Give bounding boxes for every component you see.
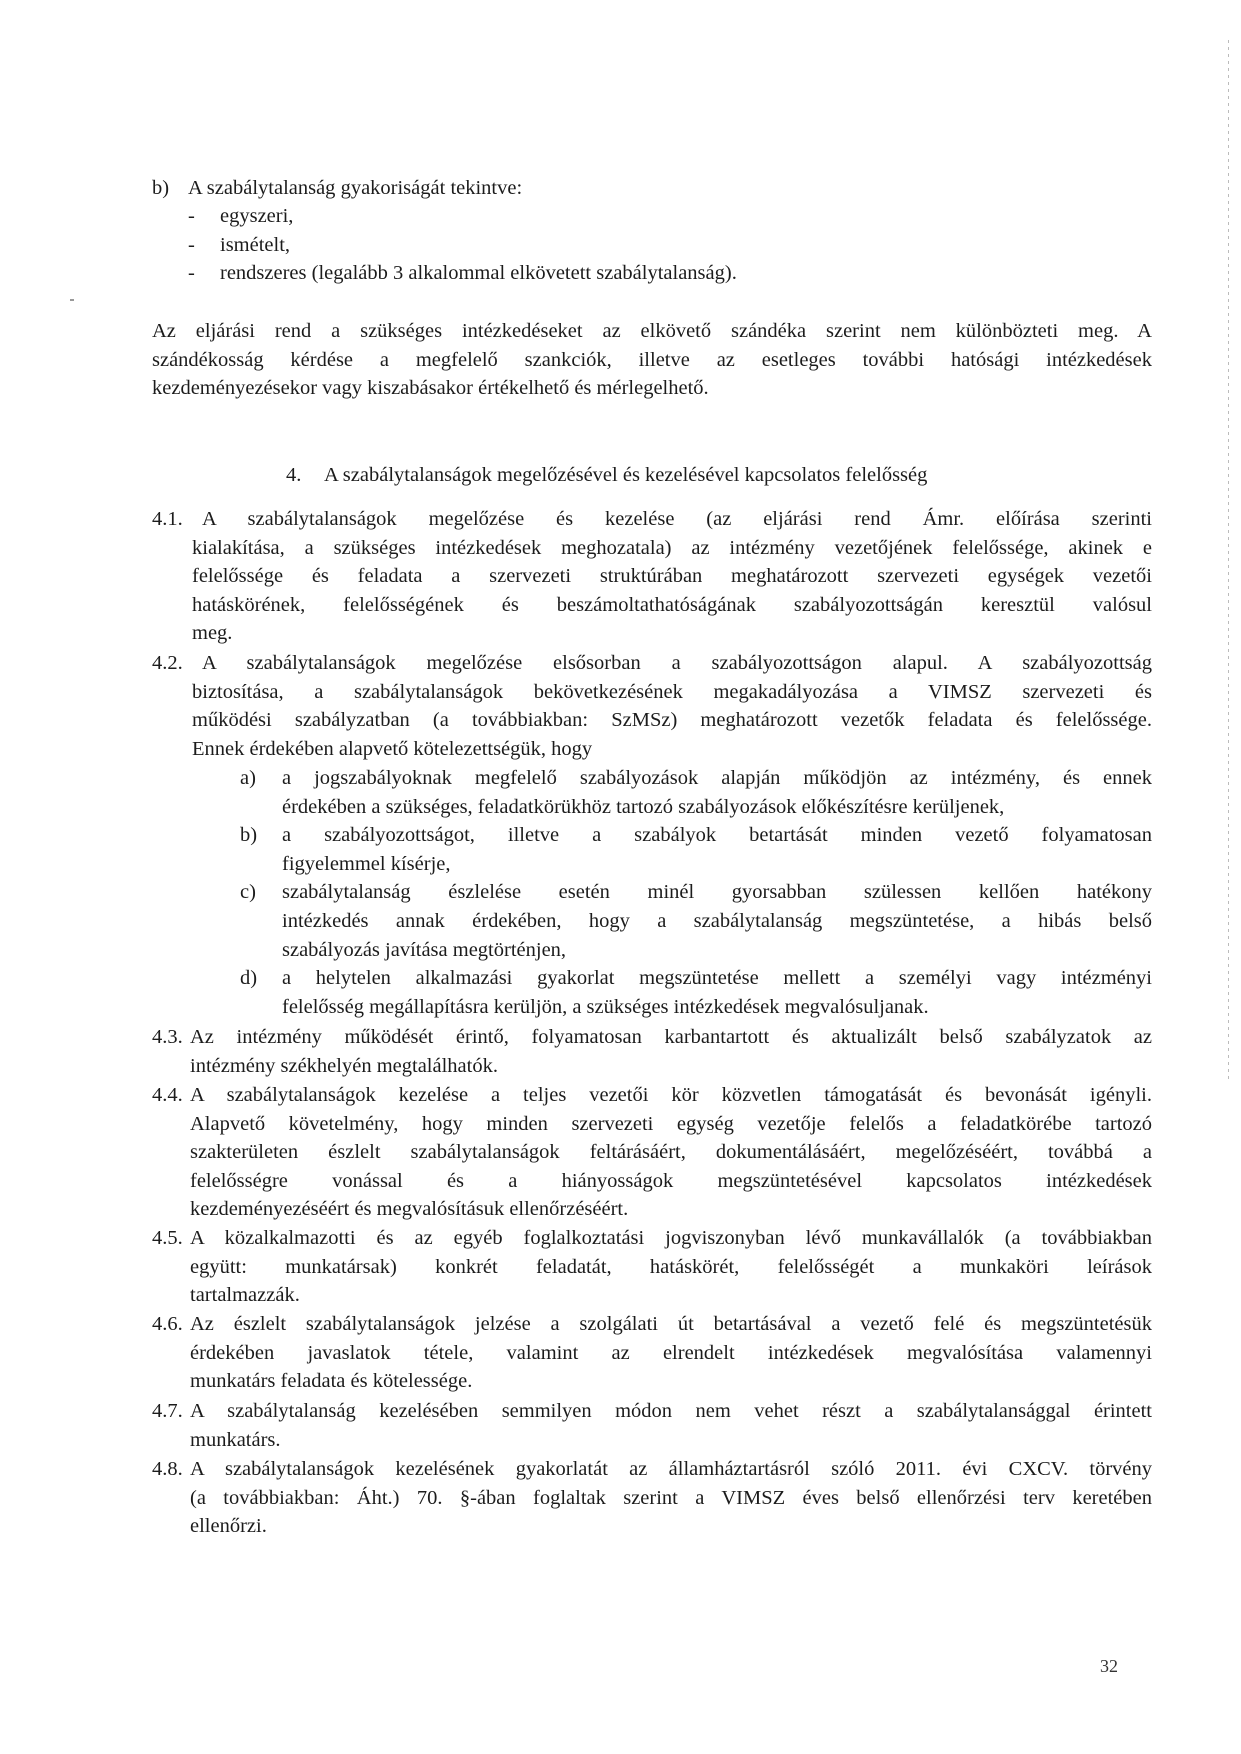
scan-margin-mark	[70, 299, 74, 301]
item-4-3	[152, 1023, 1152, 1080]
dash-bullet: -	[188, 233, 195, 256]
item-line: hatáskörének, felelősségének és beszámoltathatóságának szabályozottságán keresztül valósul	[192, 593, 1152, 616]
section-b-heading	[152, 174, 952, 203]
item-4-2-sublist	[230, 764, 1152, 1021]
sublist-letter: a)	[240, 767, 256, 789]
list-item	[188, 202, 988, 231]
section-heading	[286, 461, 1186, 489]
item-line: A szabálytalanságok kezelésének gyakorlatát az államháztartásról szóló 2011. évi CXCV. törvény	[190, 1458, 1152, 1480]
item-line: A szabálytalanságok kezelése a teljes vezetői kör közvetlen támogatását és bevonását igényli.	[190, 1084, 1152, 1106]
item-4-8	[152, 1455, 1152, 1541]
item-number: 4.7.	[152, 1400, 183, 1422]
item-line: intézmény székhelyén megtalálhatók.	[190, 1054, 498, 1077]
sublist-line: a helytelen alkalmazási gyakorlat megszüntetése mellett a személyi vagy intézményi	[282, 967, 1152, 990]
scan-edge-line	[1228, 40, 1229, 1080]
item-line: Az intézmény működését érintő, folyamatosan karbantartott és aktualizált belső szabályzatok az	[190, 1026, 1152, 1048]
item-line: Az észlelt szabálytalanságok jelzése a szolgálati út betartásával a vezető felé és megszüntetésük	[190, 1313, 1152, 1335]
sublist-line: érdekében a szükséges, feladatkörükhöz tartozó szabályozások előkészítésre kerüljenek,	[282, 795, 1005, 818]
item-number: 4.3.	[152, 1026, 183, 1048]
item-line: meg.	[192, 622, 233, 645]
section-b-intro-post: tekintve:	[445, 177, 523, 199]
section-heading-number: 4.	[286, 464, 302, 486]
sublist-line: szabálytalanság észlelése esetén minél gyorsabban szülessen kellően hatékony	[282, 881, 1152, 904]
item-line: tartalmazzák.	[190, 1284, 300, 1307]
item-line: felelőssége és feladata a szervezeti struktúrában meghatározott szervezeti egységek vezetői	[192, 565, 1152, 588]
sublist-item-d	[230, 964, 1152, 1021]
item-line: munkatárs feladata és kötelessége.	[190, 1370, 473, 1393]
item-line: működési szabályzatban (a továbbiakban: SzMSz) meghatározott vezetők feladata és felelőssége.	[192, 709, 1152, 732]
item-line: A szabálytalanságok megelőzése és kezelése (az eljárási rend Ámr. előírása szerinti	[202, 508, 1152, 530]
sublist-letter: b)	[240, 824, 258, 847]
sublist-item-c	[230, 878, 1152, 964]
section-b-label: b)	[152, 177, 170, 199]
item-4-6	[152, 1310, 1152, 1396]
sublist-item-a	[230, 764, 1152, 821]
sublist-line: a jogszabályoknak megfelelő szabályozások alapján működjön az intézmény, és ennek	[282, 767, 1152, 789]
list-item-text: ismételt,	[220, 233, 291, 256]
item-line: felelősségre vonással és a hiányosságok megszüntetésével kapcsolatos intézkedések	[190, 1169, 1152, 1192]
dash-bullet: -	[188, 262, 195, 285]
item-line: munkatárs.	[190, 1428, 281, 1451]
sublist-line: szabályozás javítása megtörténjen,	[282, 938, 567, 961]
item-4-2	[152, 649, 1152, 763]
sublist-line: a szabályozottságot, illetve a szabályok betartását minden vezető folyamatosan	[282, 824, 1152, 847]
section-b-intro-bold: gyakoriságát	[340, 177, 446, 199]
item-number: 4.2.	[152, 652, 183, 674]
paragraph-line: szándékosság kérdése a megfelelő szankciók, illetve az esetleges további hatósági intézkedések	[152, 348, 1152, 371]
section-b-intro-pre: A szabálytalanság	[188, 177, 341, 199]
item-line: ellenőrzi.	[190, 1515, 267, 1538]
item-line: A szabálytalanság kezelésében semmilyen módon nem vehet részt a szabálytalansággal érintett	[190, 1400, 1152, 1422]
item-line: kialakítása, a szükséges intézkedések meghozatala) az intézmény vezetőjének felelőssége, akinek e	[192, 536, 1152, 559]
item-line: A szabálytalanságok megelőzése elsősorban a szabályozottságon alapul. A szabályozottság	[202, 652, 1152, 674]
section-heading-text: A szabálytalanságok megelőzésével és kezelésével kapcsolatos felelősség	[324, 464, 928, 486]
item-line: biztosítása, a szabálytalanságok bekövetkezésének megakadályozása a VIMSZ szervezeti és	[192, 680, 1152, 703]
list-item	[188, 259, 988, 288]
item-number: 4.5.	[152, 1227, 183, 1249]
sublist-item-b	[230, 821, 1152, 878]
item-4-5	[152, 1224, 1152, 1310]
section-b-list	[188, 202, 988, 288]
sublist-line: intézkedés annak érdekében, hogy a szabálytalanság megszüntetése, a hibás belső	[282, 909, 1152, 932]
sublist-letter: c)	[240, 881, 256, 904]
sublist-letter: d)	[240, 967, 258, 990]
page-number: 32	[1100, 1656, 1118, 1676]
item-4-7	[152, 1397, 1152, 1454]
list-item	[188, 231, 988, 260]
item-line: A közalkalmazotti és az egyéb foglalkoztatási jogviszonyban lévő munkavállalók (a továbbiakban	[190, 1227, 1152, 1249]
intent-paragraph	[152, 317, 1152, 403]
list-item-text: rendszeres (legalább 3 alkalommal elkövetett szabálytalanság).	[220, 262, 737, 285]
paragraph-line: kezdeményezésekor vagy kiszabásakor értékelhető és mérlegelhető.	[152, 377, 709, 400]
item-number: 4.4.	[152, 1084, 183, 1106]
item-number: 4.1.	[152, 508, 183, 530]
item-line: érdekében javaslatok tétele, valamint az elrendelt intézkedések megvalósítása valamennyi	[190, 1341, 1152, 1364]
paragraph-line: Az eljárási rend a szükséges intézkedéseket az elkövető szándéka szerint nem különbözteti meg. A	[152, 320, 1152, 342]
item-4-1	[152, 505, 1152, 648]
item-4-4	[152, 1081, 1152, 1224]
item-line: kezdeményezéséért és megvalósításuk ellenőrzéséért.	[190, 1198, 629, 1221]
item-number: 4.8.	[152, 1458, 183, 1480]
item-line: Ennek érdekében alapvető kötelezettségük, hogy	[192, 737, 593, 760]
sublist-line: felelősség megállapításra kerüljön, a szükséges intézkedések megvalósuljanak.	[282, 995, 929, 1018]
list-item-text: egyszeri,	[220, 205, 294, 227]
item-line: (a továbbiakban: Áht.) 70. §-ában foglaltak szerint a VIMSZ éves belső ellenőrzési terv keretében	[190, 1486, 1152, 1509]
dash-bullet: -	[188, 205, 195, 227]
sublist-line: figyelemmel kísérje,	[282, 852, 451, 875]
item-line: együtt: munkatársak) konkrét feladatát, hatáskörét, felelősségét a munkaköri leírások	[190, 1255, 1152, 1278]
item-line: Alapvető követelmény, hogy minden szervezeti egység vezetője felelős a feladatkörébe tartozó	[190, 1112, 1152, 1135]
item-number: 4.6.	[152, 1313, 183, 1335]
item-line: szakterületen észlelt szabálytalanságok feltárásáért, dokumentálásáért, megelőzéséért, továbbá a	[190, 1141, 1152, 1164]
